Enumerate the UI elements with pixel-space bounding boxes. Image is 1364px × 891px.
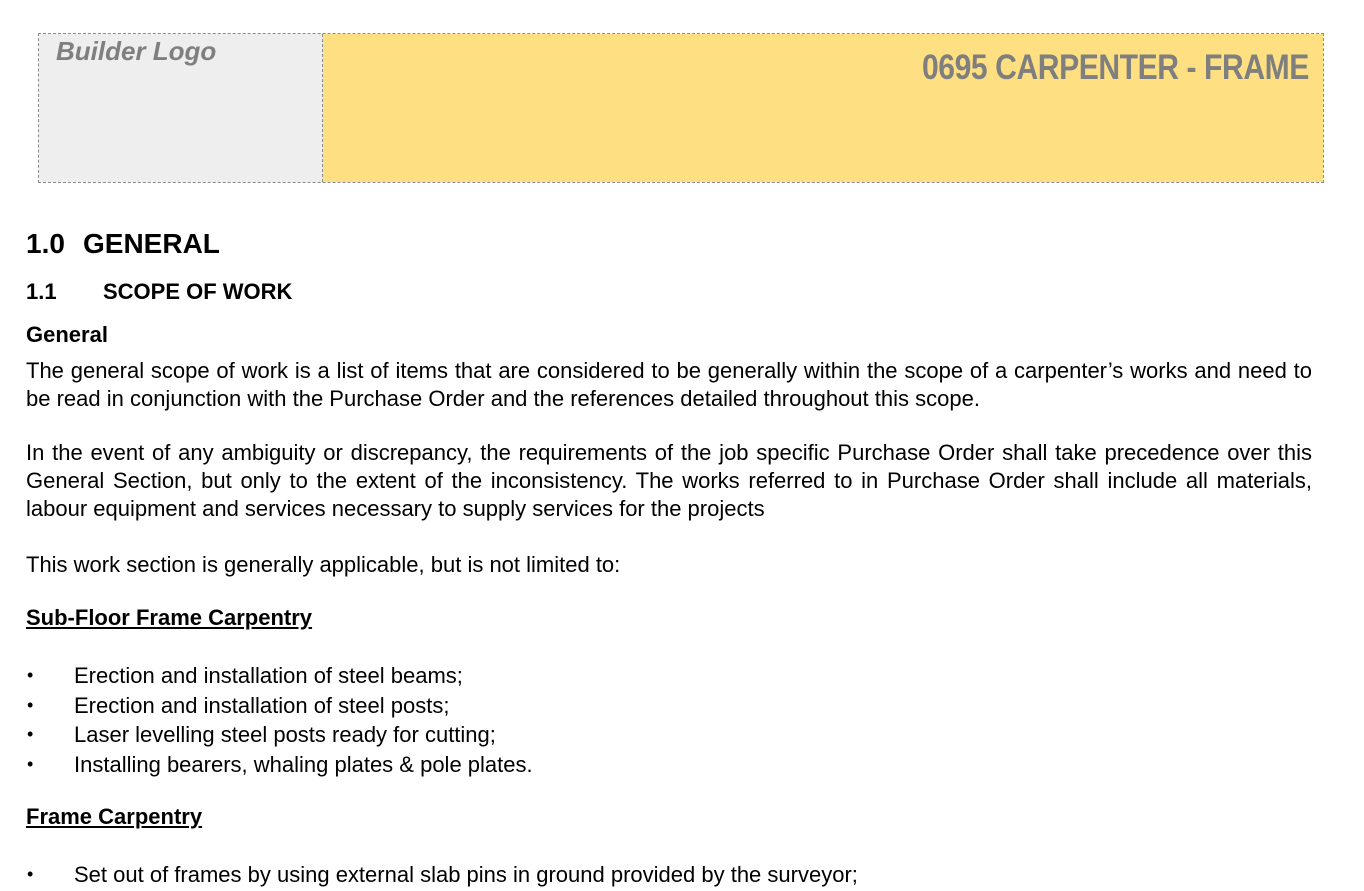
bullet-icon: •: [27, 665, 34, 685]
frame-carpentry-list: [26, 860, 858, 890]
bullet-icon: •: [27, 864, 34, 884]
general-heading: General: [26, 322, 108, 347]
builder-logo-box: [39, 34, 323, 182]
list-item-text: Erection and installation of steel posts;: [74, 692, 450, 718]
list-item: [26, 661, 533, 691]
subsection-heading-scope: [26, 279, 292, 305]
list-item-text: Set out of frames by using external slab pins in ground provided by the surveyor;: [74, 862, 858, 887]
list-item: [26, 720, 533, 750]
subfloor-heading: Sub-Floor Frame Carpentry: [26, 605, 313, 630]
section-number: 1.0: [26, 228, 65, 259]
section-title: GENERAL: [83, 228, 220, 259]
bullet-icon: •: [27, 724, 34, 744]
list-item: [26, 691, 533, 721]
builder-logo-text: Builder Logo: [56, 36, 217, 66]
document-title-box: [323, 34, 1323, 182]
list-item: [26, 750, 533, 780]
list-item-text: Erection and installation of steel beams;: [74, 663, 463, 688]
subsection-title: SCOPE OF WORK: [103, 279, 293, 304]
subfloor-list: [26, 661, 533, 779]
bullet-icon: •: [27, 753, 34, 774]
section-heading-general: [26, 228, 220, 260]
list-item: [26, 860, 858, 890]
document-title: 0695 CARPENTER - FRAME: [922, 48, 1309, 87]
paragraph-applicability: This work section is generally applicable, but is not limited to:: [26, 552, 621, 577]
paragraph-precedence: In the event of any ambiguity or discrepancy, the requirements of the job specific Purchase Order shall take precedence over this General Section, but only to the extent of the inconsistency. The works referred to in Purchase Order shall include all materials, labour equipment and services necessary to supply services for the projects: [26, 440, 1312, 521]
list-item-text: Installing bearers, whaling plates & pole plates.: [74, 751, 533, 777]
subsection-number: 1.1: [26, 279, 57, 304]
frame-carpentry-heading: Frame Carpentry: [26, 804, 203, 829]
paragraph-scope-intro: The general scope of work is a list of items that are considered to be generally within the scope of a carpenter’s works and need to be read in conjunction with the Purchase Order and the references detailed throughout this scope.: [26, 358, 1312, 411]
bullet-icon: •: [27, 694, 34, 715]
document-header: [38, 33, 1324, 183]
list-item-text: Laser levelling steel posts ready for cutting;: [74, 722, 496, 747]
